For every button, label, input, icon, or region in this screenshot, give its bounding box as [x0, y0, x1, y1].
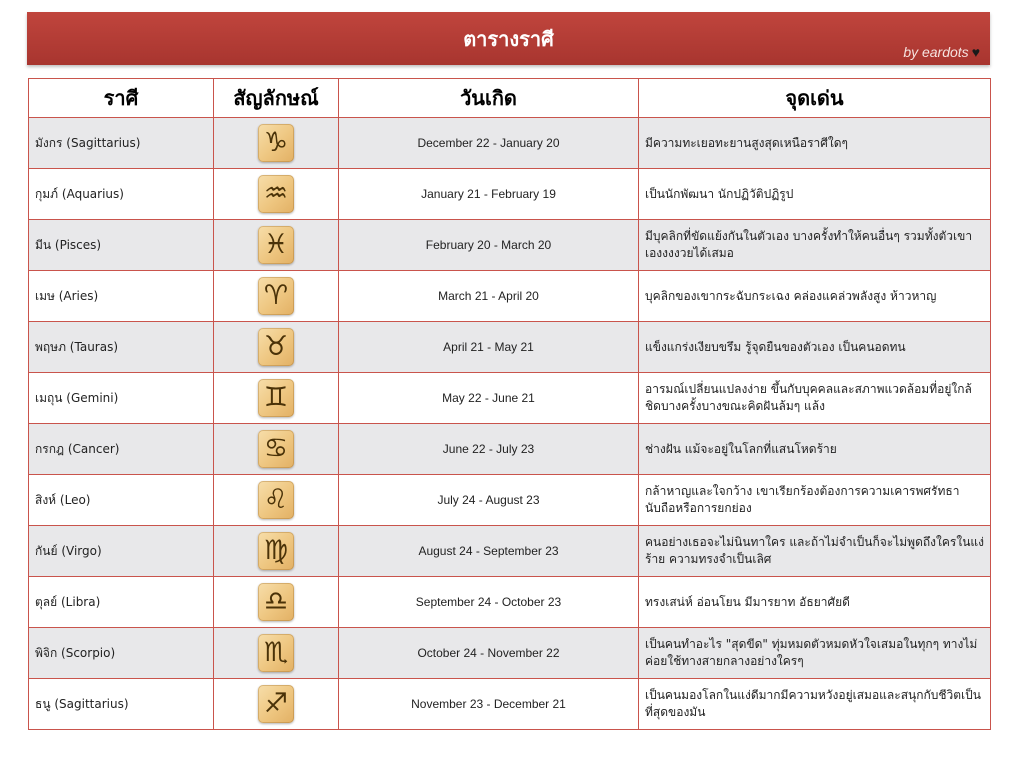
zodiac-table: [28, 78, 991, 730]
column-header-trait: จุดเด่น: [639, 79, 991, 118]
symbol-cell: [214, 679, 339, 730]
birth-date-range: May 22 - June 21: [339, 373, 639, 424]
table-row: [29, 271, 991, 322]
libra-icon: ♎: [258, 583, 294, 621]
birth-date-range: June 22 - July 23: [339, 424, 639, 475]
trait-text: ทรงเสน่ห์ อ่อนโยน มีมารยาท อัธยาศัยดี: [639, 577, 991, 628]
table-header-row: [29, 79, 991, 118]
trait-text: เป็นคนมองโลกในแง่ดีมากมีความหวังอยู่เสมอและสนุกกับชีวิตเป็นที่สุดของมัน: [639, 679, 991, 730]
trait-text: กล้าหาญและใจกว้าง เขาเรียกร้องต้องการความเคารพศรัทธา นับถือหรือการยกย่อง: [639, 475, 991, 526]
symbol-cell: [214, 271, 339, 322]
byline-text: by eardots: [903, 44, 969, 60]
capricorn-icon: ♑: [258, 124, 294, 162]
column-header-birthdate: วันเกิด: [339, 79, 639, 118]
birth-date-range: July 24 - August 23: [339, 475, 639, 526]
symbol-cell: [214, 628, 339, 679]
table-row: [29, 526, 991, 577]
sign-name: เมษ (Aries): [29, 271, 214, 322]
trait-text: มีบุคลิกที่ขัดแย้งกันในตัวเอง บางครั้งทำให้คนอื่นๆ รวมทั้งตัวเขาเองงงงวยได้เสมอ: [639, 220, 991, 271]
scorpio-icon: ♏: [258, 634, 294, 672]
aquarius-icon: ♒: [258, 175, 294, 213]
heart-icon: ♥: [971, 44, 980, 60]
virgo-icon: ♍: [258, 532, 294, 570]
symbol-cell: [214, 526, 339, 577]
symbol-cell: [214, 169, 339, 220]
title-banner: [27, 12, 990, 65]
table-row: [29, 118, 991, 169]
trait-text: บุคลิกของเขากระฉับกระเฉง คล่องแคล่วพลังสูง ห้าวหาญ: [639, 271, 991, 322]
trait-text: เป็นนักพัฒนา นักปฏิวัติปฏิรูป: [639, 169, 991, 220]
sign-name: มังกร (Sagittarius): [29, 118, 214, 169]
birth-date-range: November 23 - December 21: [339, 679, 639, 730]
symbol-cell: [214, 424, 339, 475]
symbol-cell: [214, 577, 339, 628]
birth-date-range: April 21 - May 21: [339, 322, 639, 373]
taurus-icon: ♉: [258, 328, 294, 366]
table-row: [29, 322, 991, 373]
sign-name: ธนู (Sagittarius): [29, 679, 214, 730]
cancer-icon: ♋: [258, 430, 294, 468]
column-header-sign: ราศี: [29, 79, 214, 118]
sign-name: กุมภ์ (Aquarius): [29, 169, 214, 220]
table-body: [29, 118, 991, 730]
sign-name: สิงห์ (Leo): [29, 475, 214, 526]
sign-name: พิจิก (Scorpio): [29, 628, 214, 679]
table-row: [29, 373, 991, 424]
birth-date-range: December 22 - January 20: [339, 118, 639, 169]
sign-name: เมถุน (Gemini): [29, 373, 214, 424]
symbol-cell: [214, 220, 339, 271]
gemini-icon: ♊: [258, 379, 294, 417]
symbol-cell: [214, 373, 339, 424]
symbol-cell: [214, 118, 339, 169]
table-row: [29, 169, 991, 220]
sign-name: กรกฎ (Cancer): [29, 424, 214, 475]
table-row: [29, 628, 991, 679]
sign-name: ตุลย์ (Libra): [29, 577, 214, 628]
pisces-icon: ♓: [258, 226, 294, 264]
aries-icon: ♈: [258, 277, 294, 315]
trait-text: มีความทะเยอทะยานสูงสุดเหนือราศีใดๆ: [639, 118, 991, 169]
symbol-cell: [214, 322, 339, 373]
table-row: [29, 475, 991, 526]
birth-date-range: February 20 - March 20: [339, 220, 639, 271]
symbol-cell: [214, 475, 339, 526]
birth-date-range: August 24 - September 23: [339, 526, 639, 577]
birth-date-range: September 24 - October 23: [339, 577, 639, 628]
birth-date-range: March 21 - April 20: [339, 271, 639, 322]
table-row: [29, 577, 991, 628]
trait-text: แข็งแกร่งเงียบขรึม รู้จุดยืนของตัวเอง เป็นคนอดทน: [639, 322, 991, 373]
trait-text: คนอย่างเธอจะไม่นินทาใคร และถ้าไม่จำเป็นก็จะไม่พูดถึงใครในแง่ร้าย ความทรงจำเป็นเลิศ: [639, 526, 991, 577]
sign-name: มีน (Pisces): [29, 220, 214, 271]
trait-text: ช่างฝัน แม้จะอยู่ในโลกที่แสนโหดร้าย: [639, 424, 991, 475]
page-title: ตารางราศี: [463, 27, 554, 51]
leo-icon: ♌: [258, 481, 294, 519]
byline: [903, 44, 980, 60]
table-row: [29, 424, 991, 475]
table-row: [29, 220, 991, 271]
birth-date-range: October 24 - November 22: [339, 628, 639, 679]
sign-name: พฤษภ (Tauras): [29, 322, 214, 373]
trait-text: เป็นคนทำอะไร "สุดขีด" ทุ่มหมดตัวหมดหัวใจเสมอในทุกๆ ทางไม่ค่อยใช้ทางสายกลางอย่างใครๆ: [639, 628, 991, 679]
table-row: [29, 679, 991, 730]
sagittarius-icon: ♐: [258, 685, 294, 723]
trait-text: อารมณ์เปลี่ยนแปลงง่าย ขึ้นกับบุคคลและสภาพแวดล้อมที่อยู่ใกล้ชิดบางครั้งบางขณะคิดฝันล้มๆ แล้ง: [639, 373, 991, 424]
birth-date-range: January 21 - February 19: [339, 169, 639, 220]
column-header-symbol: สัญลักษณ์: [214, 79, 339, 118]
sign-name: กันย์ (Virgo): [29, 526, 214, 577]
